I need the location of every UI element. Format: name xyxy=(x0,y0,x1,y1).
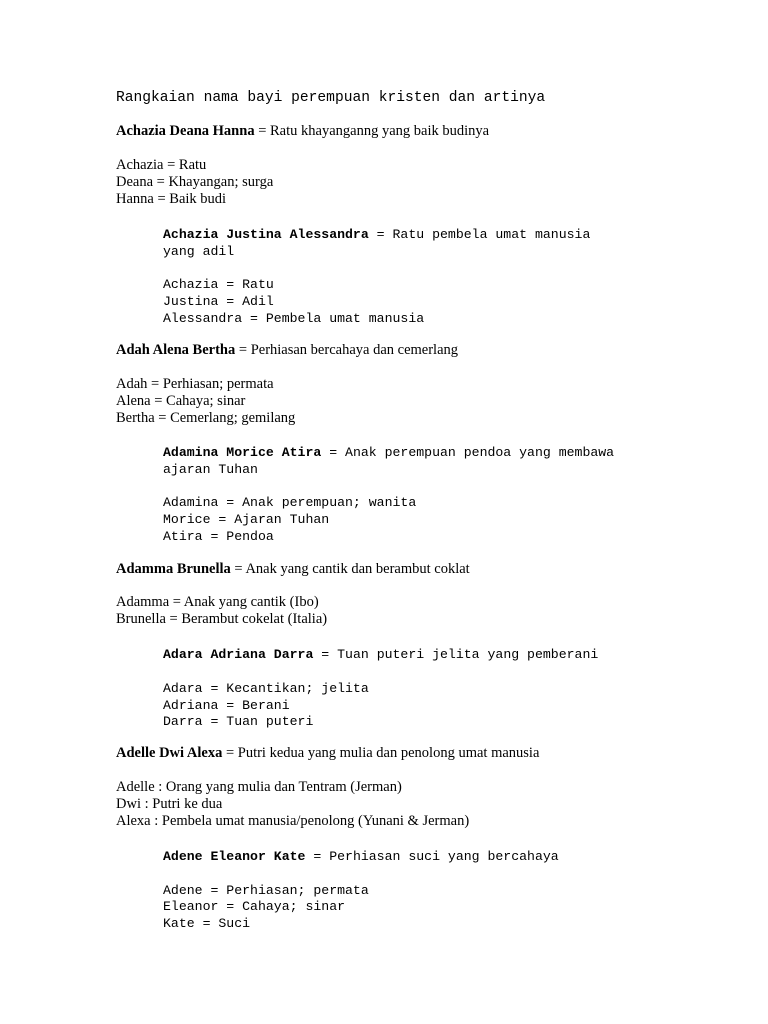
entry-heading xyxy=(163,226,590,243)
entry-part: Deana = Khayangan; surga xyxy=(116,174,274,190)
entry-separator: = xyxy=(254,123,271,139)
entry-part: Justina = Adil xyxy=(163,294,274,309)
entry-part: Adene = Perhiasan; permata xyxy=(163,883,369,898)
entry-part: Adriana = Berani xyxy=(163,698,290,713)
entry-part: Atira = Pendoa xyxy=(163,529,274,544)
entry-name: Adamma Brunella xyxy=(116,561,231,577)
entry-part: Achazia = Ratu xyxy=(163,277,274,292)
entry-meaning: Perhiasan suci yang bercahaya xyxy=(329,849,559,864)
entry-part: Alena = Cahaya; sinar xyxy=(116,393,246,409)
entry-heading xyxy=(116,561,470,578)
entry-part: Hanna = Baik budi xyxy=(116,191,227,207)
entry-separator: = xyxy=(305,849,330,864)
entry-part: Kate = Suci xyxy=(163,916,251,931)
entry-heading xyxy=(116,745,539,762)
entry-meaning: Tuan puteri jelita yang pemberani xyxy=(337,647,599,662)
entry-heading xyxy=(163,646,598,663)
entry-separator: = xyxy=(222,745,238,761)
entry-meaning: Ratu khayanganng yang baik budinya xyxy=(270,123,490,139)
entry-separator: = xyxy=(368,227,393,242)
entry-name: Adene Eleanor Kate xyxy=(163,849,306,864)
entry-part: Dwi : Putri ke dua xyxy=(116,796,223,812)
entry-separator: = xyxy=(313,647,338,662)
entry-part: Brunella = Berambut cokelat (Italia) xyxy=(116,611,328,627)
entry-separator: = xyxy=(235,342,251,358)
entry-heading xyxy=(116,342,458,359)
entry-name: Adara Adriana Darra xyxy=(163,647,314,662)
entry-part: Bertha = Cemerlang; gemilang xyxy=(116,410,296,426)
entry-heading xyxy=(163,848,559,865)
page-title: Rangkaian nama bayi perempuan kristen dan artinya xyxy=(116,90,546,106)
entry-part: Morice = Ajaran Tuhan xyxy=(163,512,330,527)
entry-part: Eleanor = Cahaya; sinar xyxy=(163,899,346,914)
entry-part: Alexa : Pembela umat manusia/penolong (Yunani & Jerman) xyxy=(116,813,470,829)
entry-heading xyxy=(116,123,489,140)
entry-name: Adah Alena Bertha xyxy=(116,342,236,358)
entry-part: Adamma = Anak yang cantik (Ibo) xyxy=(116,594,319,610)
entry-separator: = xyxy=(321,445,346,460)
entry-name: Achazia Justina Alessandra xyxy=(163,227,369,242)
entry-meaning: Ratu pembela umat manusia xyxy=(392,227,591,242)
entry-meaning: Anak yang cantik dan berambut coklat xyxy=(245,561,470,577)
entry-part: Alessandra = Pembela umat manusia xyxy=(163,311,425,326)
entry-meaning: Perhiasan bercahaya dan cemerlang xyxy=(250,342,459,358)
entry-heading xyxy=(163,444,614,461)
entry-name: Achazia Deana Hanna xyxy=(116,123,255,139)
entry-meaning-continued: ajaran Tuhan xyxy=(163,462,258,477)
entry-part: Achazia = Ratu xyxy=(116,157,207,173)
entry-part: Adara = Kecantikan; jelita xyxy=(163,681,369,696)
entry-part: Adah = Perhiasan; permata xyxy=(116,376,274,392)
entry-part: Darra = Tuan puteri xyxy=(163,714,314,729)
entry-part: Adelle : Orang yang mulia dan Tentram (Jerman) xyxy=(116,779,402,795)
entry-name: Adelle Dwi Alexa xyxy=(116,745,223,761)
entry-meaning: Anak perempuan pendoa yang membawa xyxy=(345,445,615,460)
entry-name: Adamina Morice Atira xyxy=(163,445,322,460)
entry-part: Adamina = Anak perempuan; wanita xyxy=(163,495,417,510)
entry-separator: = xyxy=(230,561,246,577)
entry-meaning-continued: yang adil xyxy=(163,244,235,259)
entry-meaning: Putri kedua yang mulia dan penolong umat manusia xyxy=(237,745,540,761)
